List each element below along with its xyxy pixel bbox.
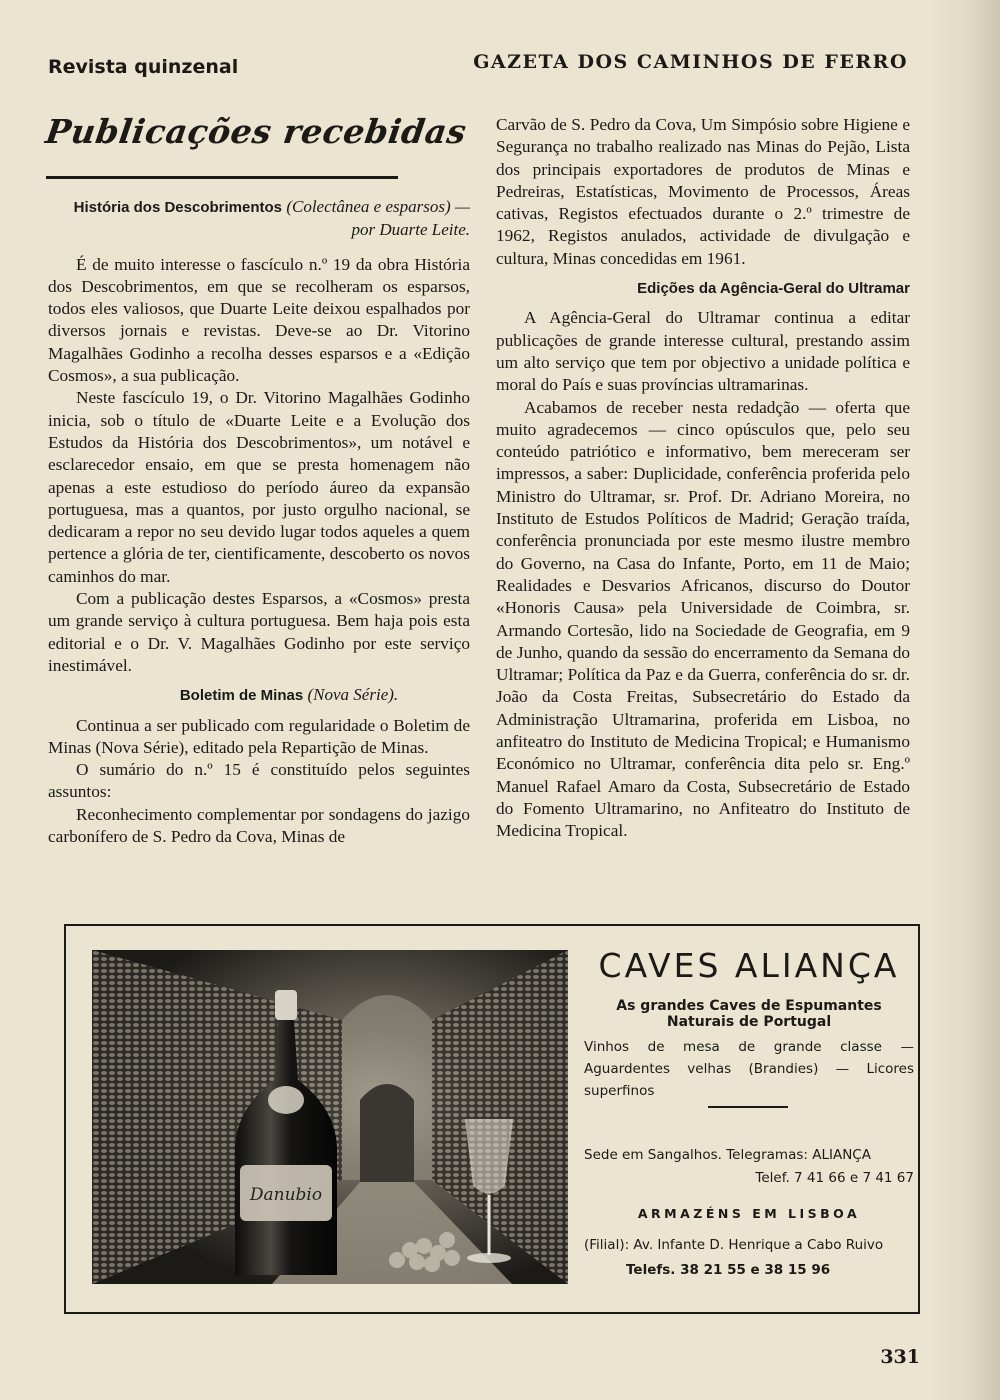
section-subtitle: (Nova Série). [307, 685, 399, 705]
bottle-label-text: Danubio [249, 1185, 323, 1205]
paragraph: A Agência-Geral do Ultramar continua a editar publicações de grande interesse cultural, prestando assim um alto serviço que tem por objectivo a unidade política e moral do País e suas províncias ultramarinas. [496, 308, 910, 395]
paragraph: Acabamos de receber nesta redadção — oferta que muito agradecemos — cinco opúsculos que, pelo seu conteúdo patriótico e informativo, bem mereceram ser impressos, a saber: Duplicidade, conferência proferida pelo Ministro do Ultramar, sr. Prof. Dr. Adriano Moreira, no Instituto de Estudos Políticos de Madrid; Geração traída, conferência pronunciada por este mesmo ilustre membro do Governo, na Casa do Infante, Porto, em 11 de Maio; Realidades e Desvarios Africanos, discurso do Doutor «Honoris Causa» pela Universidade de Coimbra, sr. Armando Cortesão, lido na Sociedade de Geografia, em 9 de Junho, quando da sessão do encerramento da Semana do Ultramar; Política da Paz e da Guerra, conferência do sr. dr. João da Costa Freitas, Subsecretário do Estado da Administração Ultramarina, proferida em Lisboa, no anfiteatro do Instituto de Medicina Tropical; e Humanismo Económico no Ultramar, conferência dita pelo sr. Eng.º Manuel Rafael Amaro da Costa, Subsecretário de Estado do Fomento Ultramarino, no Anfiteatro do Instituto de Medicina Tropical. [496, 397, 910, 841]
header-magazine-title: GAZETA DOS CAMINHOS DE FERRO [473, 51, 908, 73]
advertisement-caves-alianca [64, 924, 920, 1314]
brand-name: CAVES ALIANÇA [598, 946, 900, 985]
section-title: Edições da Agência-Geral do Ultramar [637, 280, 910, 298]
wine-cellar-photo [92, 950, 568, 1284]
branch-phones: Telefs. 38 21 55 e 38 15 96 [626, 1262, 831, 1278]
section-title: Boletim de Minas [179, 687, 304, 705]
branch-address: (Filial): Av. Infante D. Henrique a Cabo Ruivo [584, 1237, 884, 1253]
page-edge-shadow [930, 0, 1000, 1400]
left-column [48, 196, 470, 848]
section-title: História dos Descobrimentos [73, 199, 282, 216]
header-periodicity: Revista quinzenal [48, 56, 239, 78]
headquarters-line: Sede em Sangalhos. Telegramas: ALIANÇA [584, 1147, 871, 1163]
ad-divider [708, 1106, 788, 1108]
paragraph: Continua a ser publicado com regularidade o Boletim de Minas (Nova Série), editado pela Repartição de Minas. [48, 715, 470, 757]
section-heading-ultramar [496, 277, 910, 300]
brand-tagline: As grandes Caves de Espumantes Naturais de Portugal [616, 998, 882, 1030]
paragraph: Com a publicação destes Esparsos, a «Cosmos» presta um grande serviço à cultura portuguesa. Bem haja pois esta editorial e o Dr. V. Magalhães Godinho por este serviço inestimável. [48, 589, 470, 675]
section-subtitle: (Colectânea e esparsos) — por Duarte Leite. [286, 197, 470, 240]
paragraph: O sumário do n.º 15 é constituído pelos seguintes assuntos: [48, 760, 470, 802]
ad-text-block [584, 926, 914, 1312]
section-heading-historia [48, 196, 470, 242]
product-list: Vinhos de mesa de grande classe — Aguardentes velhas (Brandies) — Licores superfinos [584, 1039, 914, 1099]
paragraph: Reconhecimento complementar por sondagens do jazigo carbonífero de S. Pedro da Cova, Minas de [48, 804, 470, 847]
right-column [496, 114, 910, 843]
phone-line: Telef. 7 41 66 e 7 41 67 [755, 1170, 914, 1186]
section-heading-boletim [48, 684, 470, 707]
paragraph: Neste fascículo 19, o Dr. Vitorino Magalhães Godinho inicia, sob o título de «Duarte Leite e a Evolução dos Estudos da História dos Descobrimentos», um notável e esclarecedor ensaio, em que se presta homenagem não apenas a este estudioso do período áureo da expansão portuguesa, mas a quantos, por justo orgulho nacional, se dedicaram a repor no seu devido lugar todos aqueles a quem pertence a glória de ter, cientificamente, descoberto os novos caminhos do mar. [48, 388, 470, 586]
warehouses-heading: ARMAZÉNS EM LISBOA [637, 1206, 861, 1221]
page-number: 331 [880, 1346, 920, 1368]
cellar-illustration [92, 950, 568, 1284]
title-underline [46, 176, 398, 179]
tunnel-arch [360, 1084, 414, 1182]
paragraph: Carvão de S. Pedro da Cova, Um Simpósio sobre Higiene e Segurança no trabalho realizado nas Minas do Pejão, Lista dos principais exportadores de produtos de Minas e Pedreiras, Estatísticas, Movimento de Processos, Áreas cativas, Registos efectuados durante o 2.º trimestre de 1962, Registos anulados, actividade de divulgação e cultura, Minas concedidas em 1961. [496, 115, 910, 268]
paragraph: É de muito interesse o fascículo n.º 19 da obra História dos Descobrimentos, em que se recolheram os esparsos, todos eles valiosos, que Duarte Leite deixou espalhados por diversos jornais e revistas. Deve-se ao Dr. Vitorino Magalhães Godinho a recolha desses esparsos e a «Edição Cosmos», a sua publicação. [48, 254, 470, 386]
page-title: Publicações recebidas [43, 112, 469, 151]
